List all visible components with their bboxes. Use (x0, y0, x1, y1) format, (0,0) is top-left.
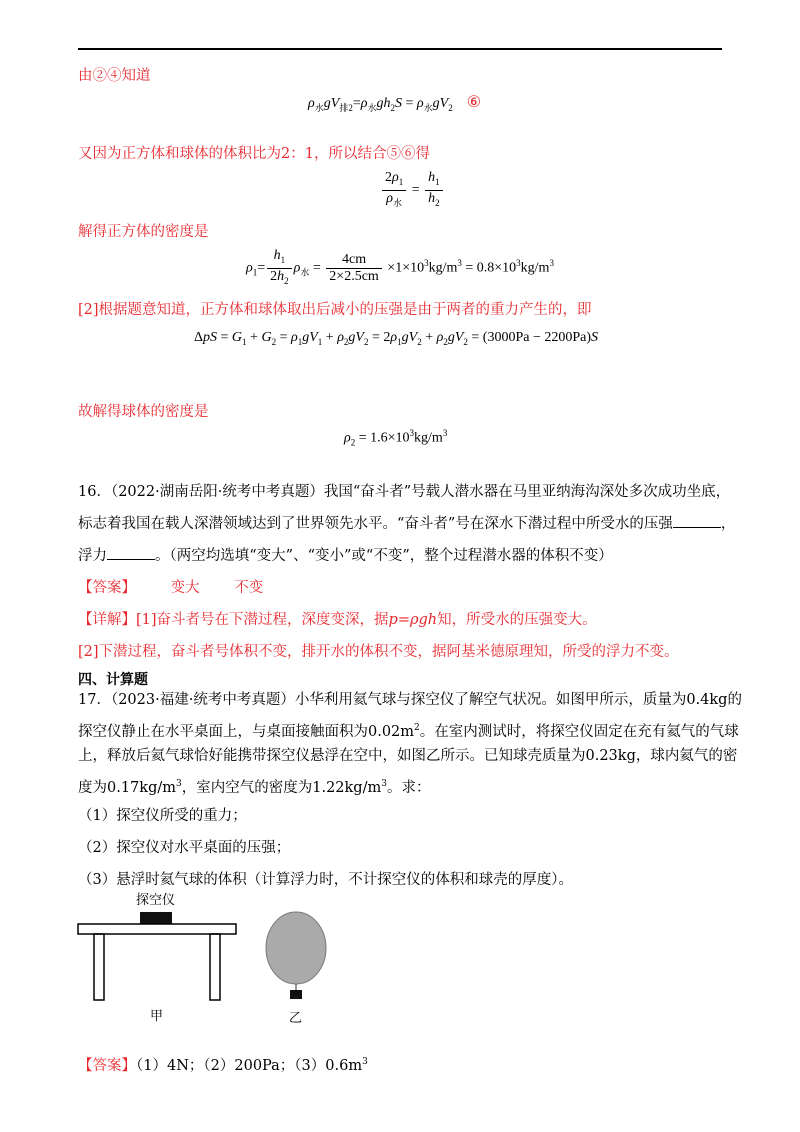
q16-detail-1 (78, 610, 597, 630)
q17-sub-1: （1）探空仪所受的重力； (78, 808, 247, 824)
answer-2: 不变 (234, 580, 264, 596)
device-label: 探空仪 (136, 893, 176, 908)
answer-label: 【答案】 (78, 580, 136, 596)
answer-blank-2[interactable] (107, 547, 155, 560)
q17-line-3: 上，释放后氦气球恰好能携带探空仪悬浮在空中，如图乙所示。已知球壳质量为0.23kg，球内氦气的密 (78, 748, 738, 764)
sup: 3 (516, 257, 521, 268)
q16-line-1: 16．（2022·湖南岳阳·统考中考真题）我国“奋斗者”号载人潜水器在马里亚纳海沟深处多次成功坐底， (78, 484, 731, 500)
derivation-line-2: 又因为正方体和球体的体积比为2：1，所以结合⑤⑥得 (78, 146, 430, 162)
f5-unit: kg/m (414, 430, 443, 446)
sup: 3 (381, 779, 387, 789)
answer-values: （1）4N；（2）200Pa；（3）0.6m (136, 1057, 363, 1074)
answer-1: 变大 (170, 580, 200, 596)
f5-value: = 1.6×10 (358, 430, 410, 446)
q16-line-2-end: ， (720, 516, 736, 532)
q16-line-2-text: 标志着我国在载人深潜领域达到了世界领先水平。“奋斗者”号在深水下潜过程中所受水的压强 (78, 516, 673, 532)
frac-num: 4cm (326, 252, 382, 269)
sup: 3 (442, 428, 448, 438)
answer-blank-1[interactable] (673, 515, 721, 528)
q17-sub-2: （2）探空仪对水平桌面的压强； (78, 840, 291, 856)
f3-mult: ×1×10 (387, 260, 425, 276)
sup: 3 (549, 257, 554, 268)
section-title: 四、计算题 (78, 672, 148, 688)
q16-line-3-a: 浮力 (78, 548, 107, 564)
frac-den: 2×2.5cm (329, 268, 379, 284)
detail-1c: 知，所受水的压强变大。 (437, 612, 597, 628)
derivation-line-4: [2]根据题意知道，正方体和球体取出后减小的压强是由于两者的重力产生的，即 (78, 302, 592, 318)
detail-formula: p=ρgh (388, 612, 438, 628)
q16-answer (78, 578, 263, 598)
formula-3: $\rho_1=$ $\frac{h_1}{2h_2}$ $\rho_水$ = $\frac{4cm}{2\times 2.5cm}$ $\times 1\times 10^3kg/m^3 = 0.8\times 10^3kg/m^3$ (246, 248, 554, 286)
q17-line-4-b: ，室内空气的密度为1.22kg/m (181, 779, 382, 796)
sup: 2 (414, 723, 420, 733)
q17-answer (78, 1052, 368, 1076)
q17-line-1: 17．（2023·福建·统考中考真题）小华利用氦气球与探空仪了解空气状况。如图甲所示，质量为0.4kg的 (78, 692, 742, 708)
hanging-device (290, 990, 302, 999)
figure-label-a: 甲 (150, 1009, 164, 1024)
sup: 3 (409, 428, 415, 438)
f3-unit: kg/m (428, 260, 458, 276)
q17-line-2 (78, 718, 739, 742)
derivation-line-3: 解得正方体的密度是 (78, 224, 209, 240)
table-top (78, 924, 236, 934)
device-box (140, 912, 172, 924)
table-leg-left (94, 934, 104, 1000)
answer-label: 【答案】 (78, 1057, 136, 1074)
header-rule (78, 48, 722, 50)
derivation-line-1: 由②④知道 (78, 68, 151, 84)
detail-1a: [1]奋斗者号在下潜过程，深度变深，据 (136, 612, 389, 628)
f3-unit: kg/m (520, 260, 550, 276)
figure-diagram (70, 890, 350, 1030)
q16-line-3 (78, 546, 613, 566)
q17-line-2-a: 探空仪静止在水平桌面上，与桌面接触面积为0.02m (78, 723, 415, 740)
q17-line-4 (78, 774, 430, 798)
q17-sub-3: （3）悬浮时氦气球的体积（计算浮力时，不计探空仪的体积和球壳的厚度）。 (78, 872, 573, 888)
formula-2: $\frac{2\rho_1}{\rho_水}$ = $\frac{h_1}{h_2}$ (380, 170, 445, 211)
q16-line-3-b: 。（两空均选填“变大”、“变小”或“不变”，整个过程潜水器的体积不变） (155, 548, 613, 564)
helium-balloon (266, 912, 326, 984)
q17-line-4-c: 。求： (386, 779, 431, 796)
sup: 3 (176, 779, 182, 789)
f3-result: = 0.8×10 (461, 260, 517, 276)
table-leg-right (210, 934, 220, 1000)
f4-value: (3000Pa − 2200Pa) (482, 330, 592, 345)
figure-label-b: 乙 (289, 1011, 303, 1026)
q16-line-2 (78, 514, 735, 534)
sup: 3 (362, 1057, 368, 1067)
q17-line-2-b: 。在室内测试时，将探空仪固定在充有氦气的气球 (419, 723, 739, 740)
formula-4: $\Delta pS = G_1 + G_2 = \rho_1gV_1 + \rho_2gV_2 = 2\rho_1gV_2 + \rho_2gV_2 = (3000Pa - 2200Pa)S$ (194, 330, 599, 347)
circle-six: ⑥ (466, 94, 482, 111)
detail-label: 【详解】 (78, 612, 136, 628)
formula-1: $\rho_水gV_{排2}=\rho_水gh_2S = \rho_水gV_2$ ⑥ (308, 94, 482, 113)
sup: 3 (424, 257, 429, 268)
q16-detail-2: [2]下潜过程，奋斗者号体积不变，排开水的体积不变，据阿基米德原理知，所受的浮力不变。 (78, 644, 679, 660)
sup: 3 (457, 257, 462, 268)
formula-5: $\rho_2 = 1.6\times 10^3kg/m^3$ (344, 428, 448, 448)
derivation-line-5: 故解得球体的密度是 (78, 404, 209, 420)
q17-line-4-a: 度为0.17kg/m (78, 779, 176, 796)
